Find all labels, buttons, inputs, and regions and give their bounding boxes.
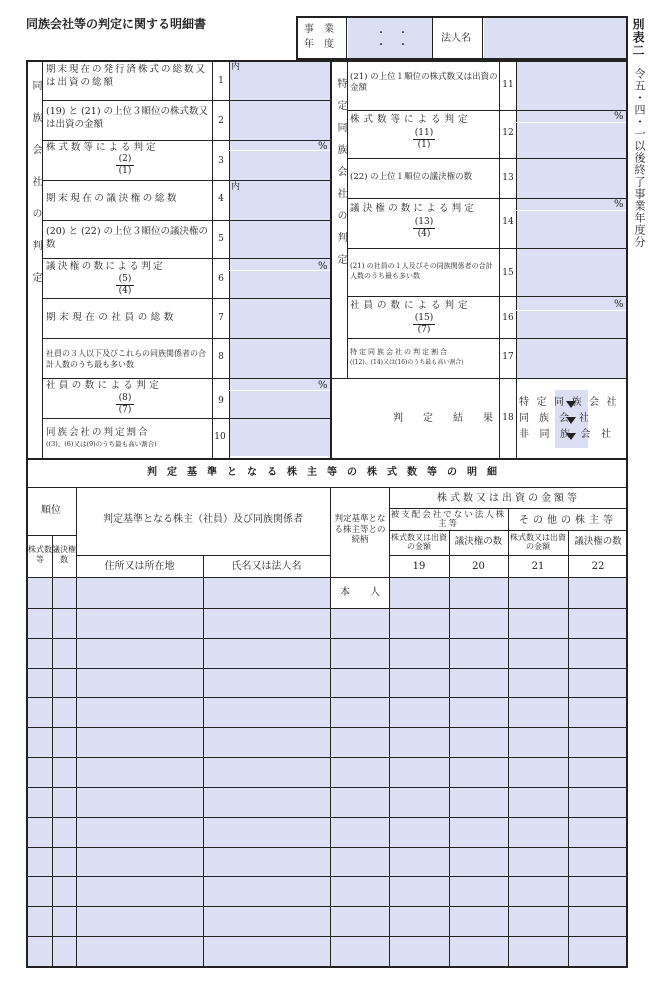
- row-6-frac-bottom: (4): [118, 286, 132, 296]
- year-dot: ・: [398, 28, 408, 39]
- row-16-frac-bottom: (7): [417, 325, 431, 335]
- row-16-percent: %: [614, 299, 624, 310]
- col-20-votes: 議決権の数: [454, 536, 503, 547]
- row-12-frac-top: (11): [414, 128, 434, 138]
- specified-family-company-section-label: 特定同族会社の判定: [335, 78, 346, 276]
- row-15-number: 15: [502, 268, 514, 278]
- corporation-name-label: 法人名: [441, 33, 471, 44]
- row-10-sub: ((3)、(6)又は(9)のうち最も高い割合): [46, 440, 157, 448]
- row-3-number: 3: [218, 156, 224, 166]
- col-address: 住所又は所在地: [104, 561, 175, 572]
- row-7-label: 期末現在の社員の総数: [46, 312, 178, 323]
- col-19-number: 19: [412, 561, 426, 572]
- col-amount: 株式数又は出資の金額等: [437, 493, 580, 504]
- row-10-number: 10: [214, 432, 226, 442]
- row-14-frac-top: (13): [414, 217, 434, 227]
- inner-label: 内: [231, 62, 241, 72]
- row-11-number: 11: [502, 80, 514, 90]
- row-8-label: 社員の３人以下及びこれらの同族関係者の合計人数のうち最も多い数: [46, 349, 206, 370]
- table-row: [26, 876, 628, 877]
- row-3-frac-bottom: (1): [118, 166, 132, 176]
- year-dot: ・: [376, 40, 386, 51]
- row-12-label: 株式数等による判定: [350, 114, 472, 125]
- row-13-number: 13: [502, 173, 514, 183]
- table-row: [26, 668, 628, 669]
- row-3-label: 株式数等による判定: [46, 142, 159, 153]
- result-option-non-family[interactable]: 非同族会社: [519, 429, 622, 440]
- row-14-label: 議決権の数による判定: [350, 203, 478, 214]
- col-rank: 順位: [41, 505, 61, 516]
- select-arrow-icon[interactable]: [566, 401, 576, 408]
- table-row: [26, 817, 628, 818]
- shareholder-data-area[interactable]: [28, 578, 626, 966]
- col-rank-shares: 株式数等: [28, 545, 52, 564]
- row-10-label: 同族会社の判定割合: [46, 427, 150, 438]
- table-row: [26, 787, 628, 788]
- row-1-label: 期末現在の発行済株式の総数又は出資の総額: [46, 64, 208, 88]
- table-row: [26, 757, 628, 758]
- row-9-percent: %: [318, 380, 328, 391]
- year-label-1: 事 業: [304, 24, 334, 35]
- table-row: [26, 906, 628, 907]
- row-12-percent: %: [614, 111, 624, 122]
- row-12-frac-bottom: (1): [417, 140, 431, 150]
- table2-title: 判定基準となる株主等の株式数等の明細: [147, 467, 507, 478]
- row-14-percent: %: [614, 199, 624, 210]
- col-22-votes: 議決権の数: [574, 536, 622, 547]
- row-9-frac-bottom: (7): [118, 405, 132, 415]
- year-dot: ・: [376, 28, 386, 39]
- col-relation: 判定基準となる株主等との続柄: [334, 514, 386, 546]
- row-3-frac-top: (2): [118, 154, 132, 164]
- col-rank-votes: 議決権数: [52, 545, 76, 564]
- row-14-frac-bottom: (4): [417, 229, 431, 239]
- row-14-number: 14: [502, 217, 514, 227]
- row-4-number: 4: [218, 194, 224, 204]
- row-5-number: 5: [218, 234, 224, 244]
- col-20-number: 20: [472, 561, 485, 572]
- family-company-section-label: 同族会社の判定: [30, 80, 41, 304]
- row-4-label: 期末現在の議決権の総数: [46, 193, 180, 204]
- corporation-name-field[interactable]: [484, 18, 626, 58]
- col-other: その他の株主等: [519, 515, 617, 526]
- row-17-label: 特定同族会社の判定割合: [350, 348, 449, 356]
- table-row: [26, 697, 628, 698]
- row-17-number: 17: [502, 352, 514, 362]
- row-16-number: 16: [502, 313, 514, 323]
- year-dot: ・: [398, 40, 408, 51]
- row-11-label: (21) の上位１順位の株式数又は出資の金額: [350, 72, 498, 94]
- form-number: 別表二: [631, 18, 645, 57]
- col-19-shares: 株式数又は出資の金額: [391, 533, 447, 552]
- select-arrow-icon[interactable]: [566, 433, 576, 440]
- applicable-period-note: 令五・四・一以後終了事業年度分: [633, 68, 646, 248]
- row-6-label: 議決権の数による判定: [46, 261, 166, 272]
- table-row: [26, 936, 628, 937]
- self-label: 本 人: [340, 587, 380, 598]
- table-row: [26, 727, 628, 728]
- col-22-number: 22: [591, 561, 605, 572]
- table-row: [26, 608, 628, 609]
- row-16-label: 社員の数による判定: [350, 300, 472, 311]
- row-3-percent: %: [318, 141, 328, 152]
- inner-label: 内: [231, 182, 241, 192]
- row-9-number: 9: [218, 396, 224, 406]
- row-18-label: 判 定 結 果: [393, 413, 498, 424]
- table-row: [26, 847, 628, 848]
- row-8-number: 8: [218, 352, 224, 362]
- col-name: 氏名又は法人名: [231, 561, 302, 572]
- row-6-frac-top: (5): [118, 274, 132, 284]
- row-9-frac-top: (8): [118, 393, 132, 403]
- row-18-number: 18: [502, 413, 514, 423]
- year-label-2: 年 度: [304, 39, 334, 50]
- col-nondominant: 被支配会社でない法人株主等: [390, 510, 507, 530]
- row-2-label: (19) と (21) の上位３順位の株式数又は出資の金額: [46, 106, 209, 130]
- row-9-label: 社員の数による判定: [46, 380, 163, 391]
- business-year-field[interactable]: [348, 18, 432, 58]
- row-6-number: 6: [218, 274, 224, 284]
- row-12-number: 12: [502, 128, 514, 138]
- row-1-number: 1: [218, 76, 224, 86]
- row-2-number: 2: [218, 116, 224, 126]
- row-7-number: 7: [218, 313, 224, 323]
- result-option-family[interactable]: 同 族 会 社: [519, 413, 589, 424]
- row-5-label: (20) と (22) の上位３順位の議決権の数: [46, 226, 209, 250]
- row-6-percent: %: [318, 261, 328, 272]
- table-row: [26, 638, 628, 639]
- row-17-sub: ((12)、(14)又は(16)のうち最も高い割合): [350, 359, 464, 366]
- row-15-label: (21) の社員の１人及びその同族関係者の合計人数のうち最も多い数: [350, 262, 493, 281]
- col-21-number: 21: [531, 561, 545, 572]
- row-16-frac-top: (15): [414, 313, 434, 323]
- row-13-label: (22) の上位１順位の議決権の数: [350, 172, 473, 182]
- result-option-specified[interactable]: 特定同族会社: [519, 397, 624, 408]
- select-arrow-icon[interactable]: [566, 417, 576, 424]
- form-title: 同族会社等の判定に関する明細書: [26, 17, 207, 31]
- col-shareholder: 判定基準となる株主（社員）及び同族関係者: [103, 514, 303, 525]
- col-21-shares: 株式数又は出資の金額: [510, 533, 566, 552]
